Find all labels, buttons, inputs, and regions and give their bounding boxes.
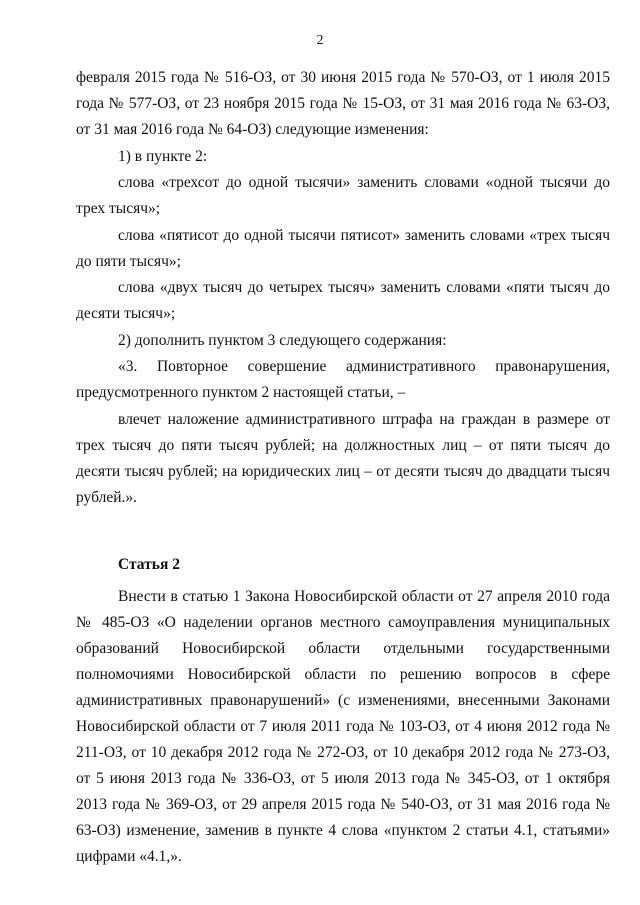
article-text: Внести в статью 1 Закона Новосибирской области от 27 апреля 2010 года № 485-ОЗ «О наделении органов местного самоуправления муниципальных образований Новосибирской области отдельными государственными полномочиями Новосибирской области по решению вопросов в сфере административных правонарушений» (с изменениями, внесенными Законами Новосибирской области от 7 июля 2011 года № 103-ОЗ, от 4 июня 2012 года № 211-ОЗ, от 10 декабря 2012 года № 272-ОЗ, от 10 декабря 2012 года № 273-ОЗ, от 5 июня 2013 года № 336-ОЗ, от 5 июля 2013 года № 345-ОЗ, от 1 октября 2013 года № 369-ОЗ, от 29 апреля 2015 года № 540-ОЗ, от 31 мая 2016 года № 63-ОЗ) изменение, заменив в пункте 4 слова «пунктом 2 статьи 4.1, статьями» цифрами «4.1,».: [76, 587, 610, 865]
article-heading: Статья 2: [118, 555, 180, 573]
page-number: 2: [316, 33, 324, 48]
paragraph-penalty: влечет наложение административного штрафа на граждан в размере от трех тысяч до пяти тысяч рублей; на должностных лиц – от пяти тысяч до десяти тысяч рублей; на юридических лиц – от десяти тысяч до двадцати тысяч рублей.».: [76, 410, 610, 506]
paragraph-replacement-1: слова «трехсот до одной тысячи» заменить словами «одной тысячи до трех тысяч»;: [76, 174, 610, 217]
document-body: [76, 65, 610, 870]
paragraph-item-1: 1) в пункте 2:: [118, 147, 208, 165]
paragraph-item-2: 2) дополнить пунктом 3 следующего содержания:: [118, 331, 447, 349]
paragraph-replacement-3: слова «двух тысяч до четырех тысяч» заменить словами «пяти тысяч до десяти тысяч»;: [76, 279, 610, 322]
paragraph-new-point-3: «3. Повторное совершение административного правонарушения, предусмотренного пунктом 2 настоящей статьи, –: [76, 358, 610, 401]
paragraph-continuation: февраля 2015 года № 516-ОЗ, от 30 июня 2015 года № 570-ОЗ, от 1 июля 2015 года № 577-ОЗ, от 23 ноября 2015 года № 15-ОЗ, от 31 мая 2016 года № 63-ОЗ, от 31 мая 2016 года № 64-ОЗ) следующие изменения:: [76, 69, 610, 138]
paragraph-replacement-2: слова «пятисот до одной тысячи пятисот» заменить словами «трех тысяч до пяти тысяч»;: [76, 226, 610, 270]
